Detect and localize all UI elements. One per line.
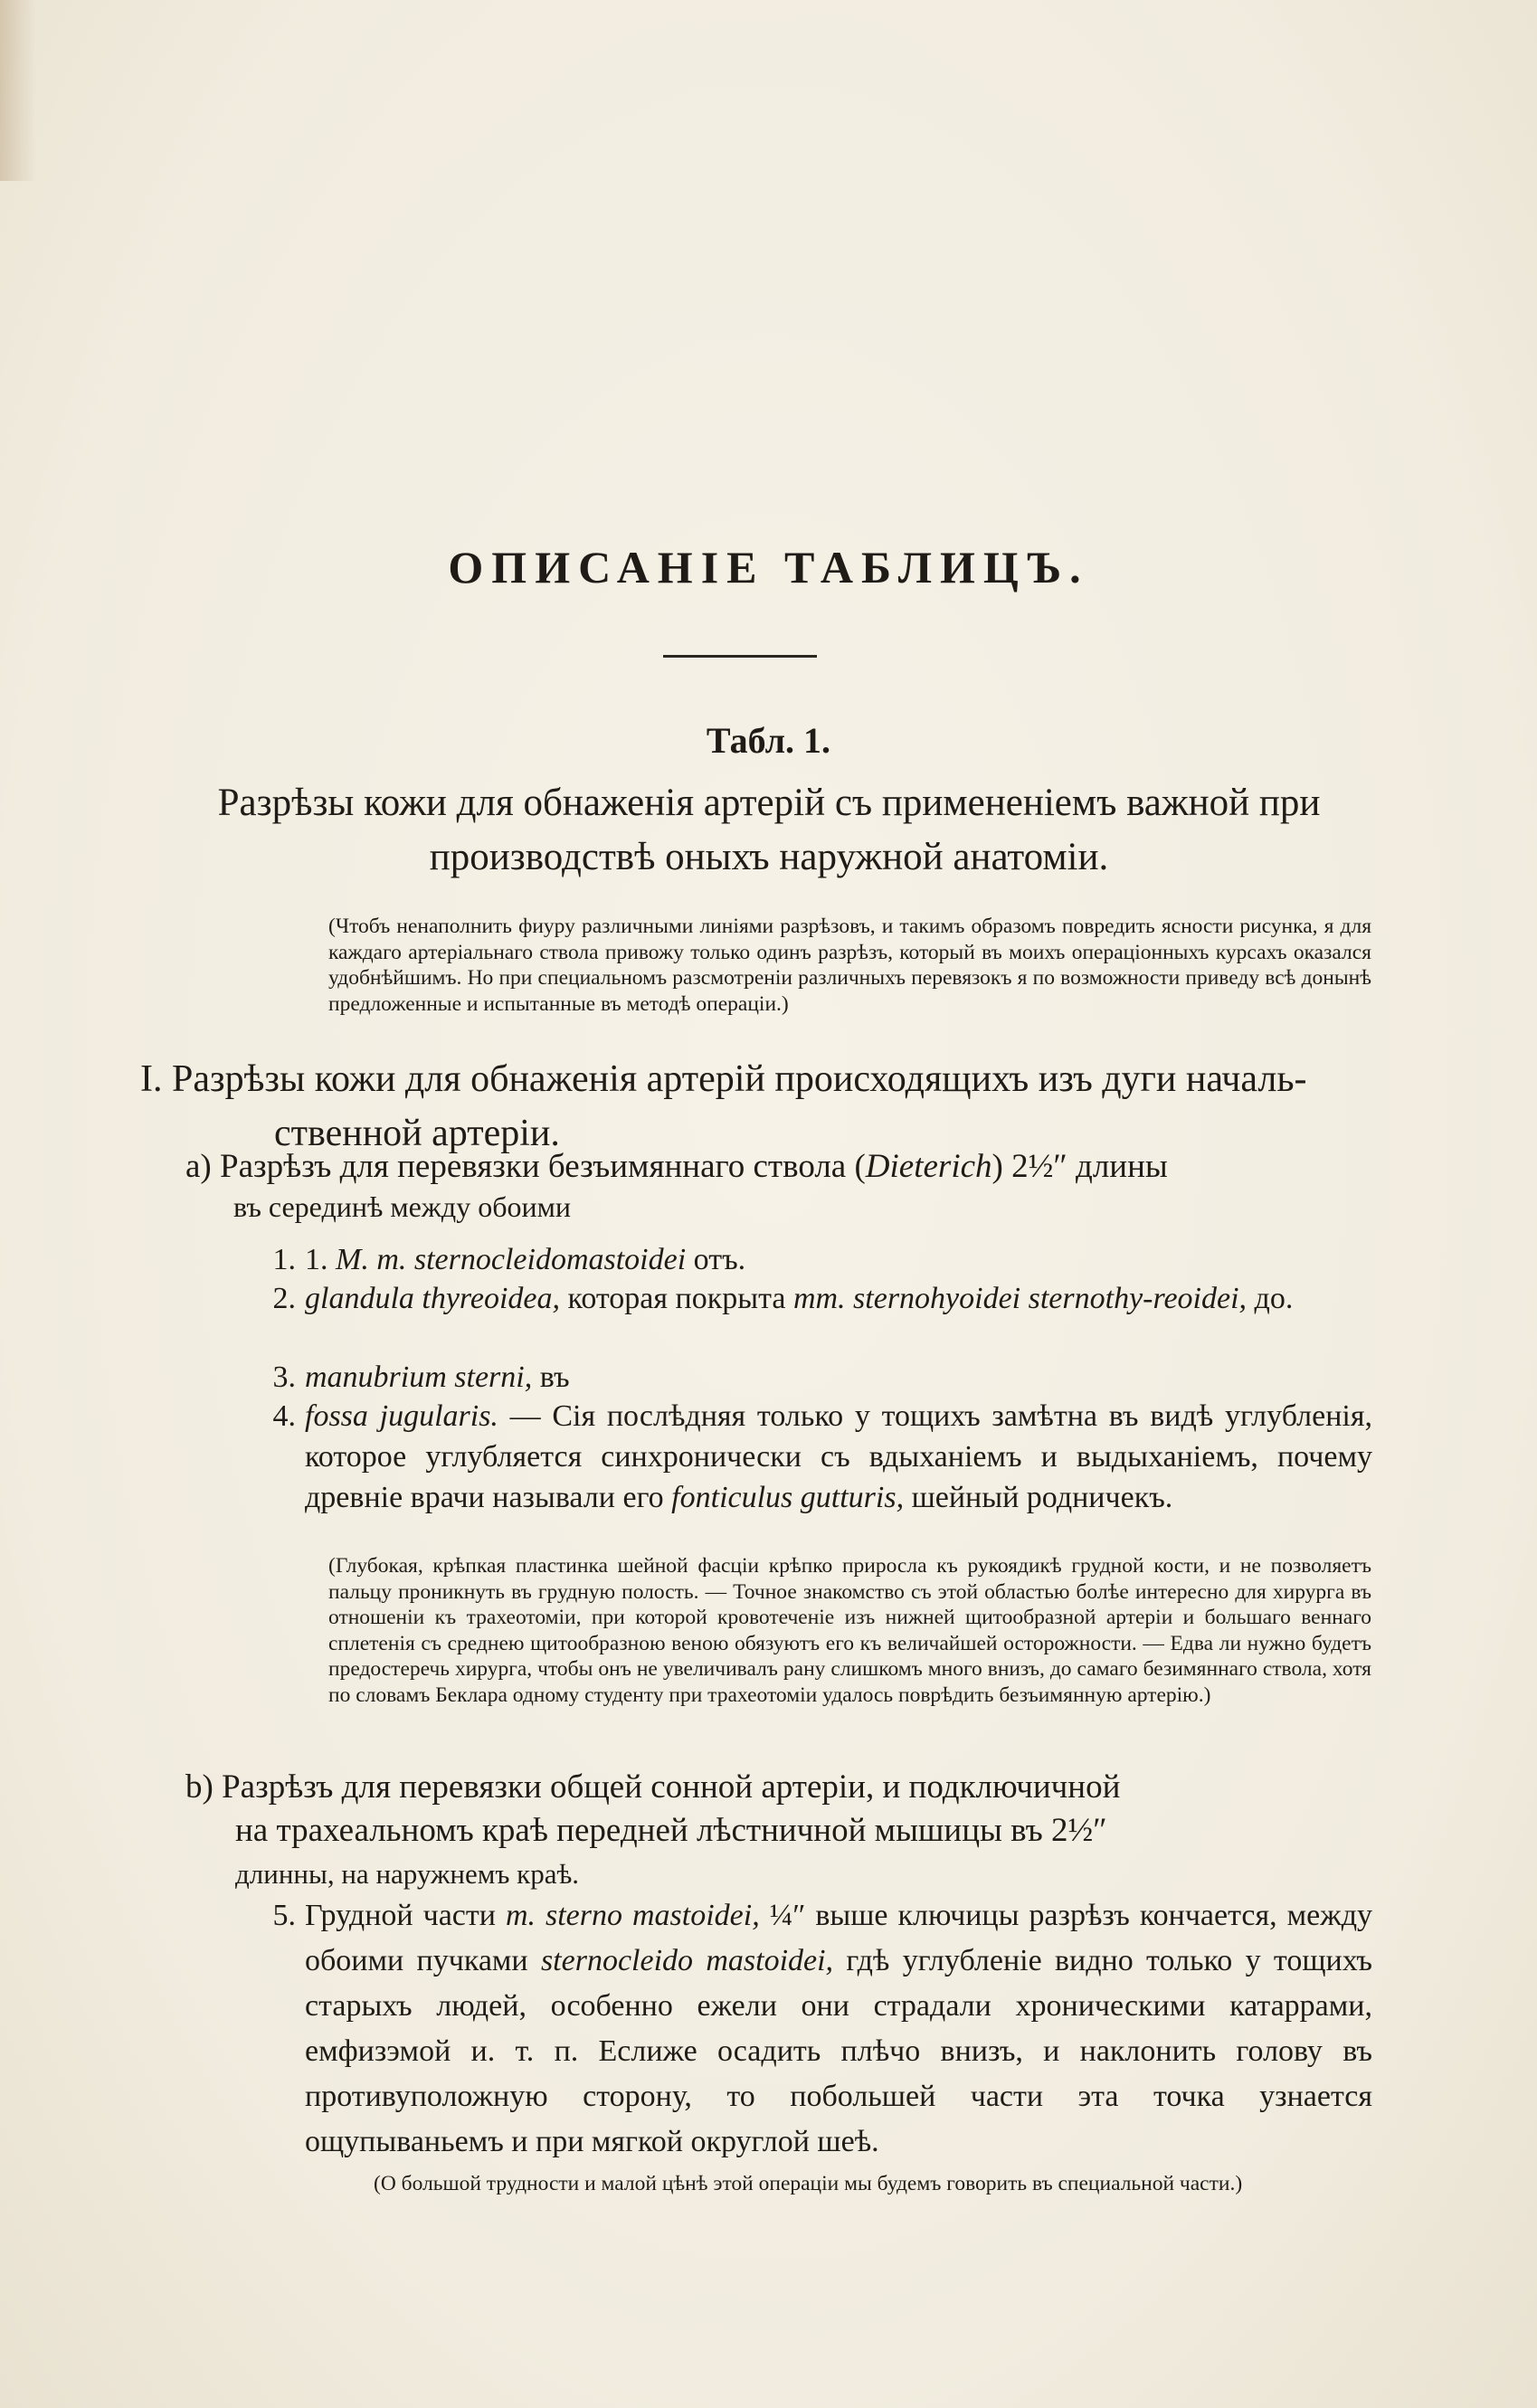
subsection-a-line2: въ серединѣ между обоими — [233, 1190, 571, 1223]
item-number: 2. — [272, 1282, 296, 1315]
page-stain — [0, 0, 36, 181]
section-heading — [140, 1052, 1380, 1161]
fossa-note: (Глубокая, крѣпкая пластинка шейной фасціи крѣпко приросла къ рукоядикѣ грудной кости, и не позволяетъ пальцу проникнуть въ грудную полость. — Точное знакомство съ этой областью болѣе интересно для хирурга въ отношеніи къ трахеотоміи, при которой кровотеченіе изъ нижней щитообразной артеріи и большаго веннаго сплетенія съ среднею щитообразною веною обязуютъ его къ величайшей осторожности. — Едва ли нужно будетъ предостеречь хирурга, чтобы онъ не увеличивалъ рану слишкомъ много внизъ, до самаго безимяннаго ствола, хотя по словамъ Беклара одному студенту при трахеотоміи удалось поврѣдить безъимянную артерію.) — [328, 1554, 1371, 1707]
list-item — [272, 1278, 1372, 1319]
item-number: 3. — [272, 1360, 296, 1394]
item-post: гдѣ углубленіе видно только у тощихъ старыхъ людей, особенно ежели они страдали хроническими катаррами, емфизэмой и. т. п. Еслиже осадить плѣчо внизъ, и наклонить голову въ противуположную сторону, то побольшей части эта точка узнается ощупываньемъ и при мягкой округлой шеѣ. — [305, 1944, 1372, 2158]
item-post: которая покрыта — [560, 1282, 793, 1315]
item-number: 5. — [272, 1899, 296, 1932]
subsection-b-line1: Разрѣзъ для перевязки общей сонной артеріи, и подключичной — [222, 1768, 1121, 1806]
subsection-a-heading — [185, 1147, 1380, 1227]
section-heading-line2: ственной артеріи. — [274, 1113, 560, 1154]
section-heading-line1: Разрѣзы кожи для обнаженія артерій происходящихъ изъ дуги началь- — [172, 1058, 1307, 1100]
item-post-2: до. — [1247, 1282, 1294, 1315]
title-divider — [663, 655, 817, 658]
section-marker: I. — [140, 1058, 163, 1100]
list-item — [272, 1357, 1372, 1398]
subsection-a-marker: a) — [185, 1148, 212, 1185]
item-latin-2: mm. sternohyoidei sternothy-reoidei, — [792, 1282, 1248, 1315]
item-number: 4. — [272, 1399, 296, 1433]
item-post: въ — [532, 1360, 570, 1394]
item-post-2: шейный родничекъ. — [904, 1481, 1173, 1514]
item-latin: manubrium sterni, — [305, 1360, 533, 1394]
subtitle: Разрѣзы кожи для обнаженія артерій съ примененіемъ важной при производствѣ оныхъ наружной анатоміи. — [217, 782, 1321, 878]
page-title: ОПИСАНІЕ ТАБЛИЦЪ. — [448, 542, 1089, 593]
end-note: (О большой трудности и малой цѣнѣ этой операціи мы будемъ говорить въ специальной части.) — [374, 2172, 1243, 2195]
subsection-b-marker: b) — [185, 1768, 213, 1806]
item-pre: 1. — [305, 1243, 336, 1276]
item-post: — Сія послѣдняя только у тощихъ замѣтна въ видѣ углубленія, которое углубляется синхронически съ вдыханіемъ и выдыханіемъ, почему древніе врачи называли его — [305, 1399, 1372, 1514]
item-latin: fossa jugularis. — [305, 1399, 498, 1433]
item-latin: M. m. sternocleidomastoidei — [336, 1243, 687, 1276]
item-latin-2: sternocleido mastoidei, — [540, 1944, 834, 1977]
list-item — [272, 1396, 1372, 1518]
table-number: Табл. 1. — [706, 720, 831, 761]
item-post: отъ. — [686, 1243, 746, 1276]
subsection-a-text-before: Разрѣзъ для перевязки безъимяннаго ствола ( — [220, 1148, 866, 1185]
item-latin-2: fonticulus gutturis, — [671, 1481, 905, 1514]
subsection-a-text-after: ) 2½″ длины — [991, 1148, 1168, 1185]
item-number: 1. — [272, 1243, 296, 1276]
intro-note: (Чтобъ ненаполнить фиуру различными линіями разрѣзовъ, и такимъ образомъ повредить ясности рисунка, я для каждаго артеріальнаго ствола привожу только одинъ разрѣзъ, который въ моихъ операціонныхъ курсахъ оказался удобнѣйшимъ. Но при специальномъ разсмотреніи различныхъ перевязокъ я по возможности приведу всѣ донынѣ предложенные и испытанные въ методѣ операціи.) — [328, 915, 1371, 1016]
item-latin: glandula thyreoidea, — [305, 1282, 561, 1315]
list-item — [272, 1239, 1372, 1280]
item-pre: Грудной части — [305, 1899, 506, 1932]
subsection-b-heading — [185, 1766, 1380, 1896]
item-latin: m. sterno mastoidei, — [505, 1899, 760, 1932]
item-mid: ¼″ выше ключицы разрѣзъ кончается, между обоими пучками — [305, 1899, 1372, 1977]
list-item — [272, 1893, 1372, 2165]
subsection-a-author: Dieterich — [865, 1148, 992, 1185]
subsection-b-line2: на трахеальномъ краѣ передней лѣстничной мышицы въ 2½″ — [235, 1812, 1107, 1849]
subsection-b-line3: длинны, на наружнемъ краѣ. — [235, 1858, 580, 1890]
